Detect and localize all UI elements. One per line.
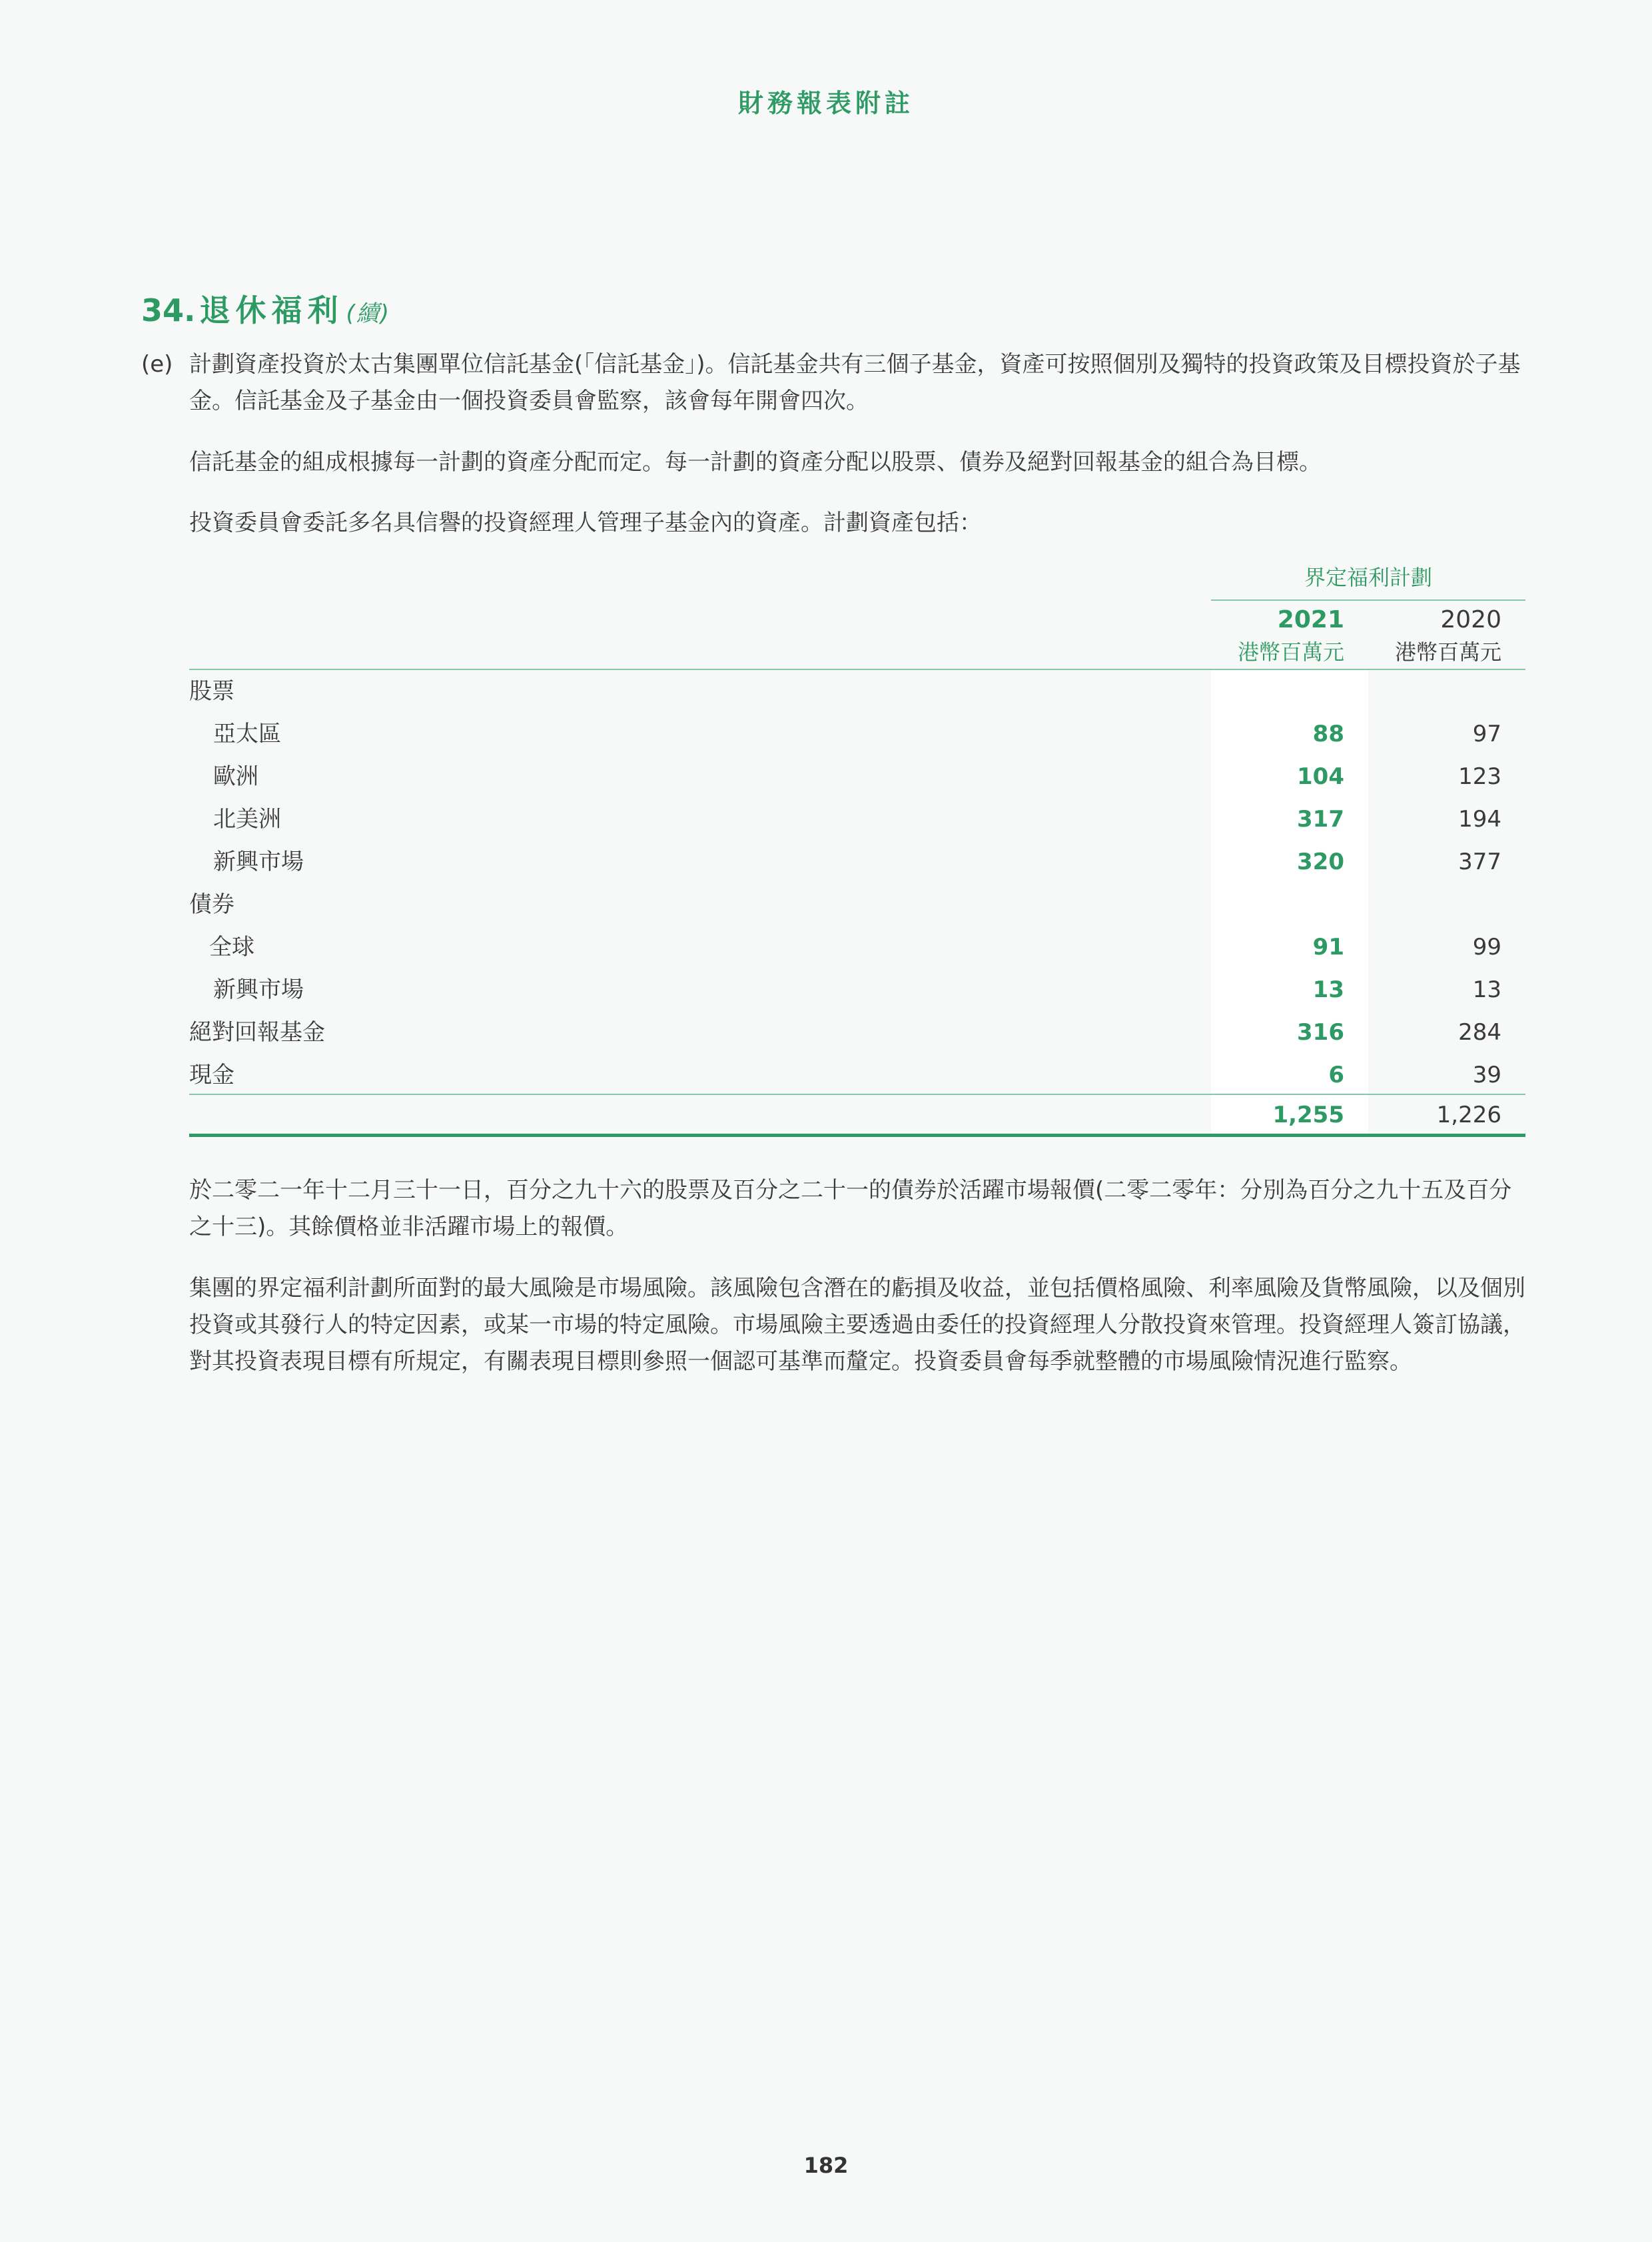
- section-title: 退休福利: [199, 292, 344, 328]
- paragraph-market-risk: 集團的界定福利計劃所面對的最大風險是市場風險。該風險包含潛在的虧損及收益，並包括價格風險、利率風險及貨幣風險，以及個別投資或其發行人的特定因素，或某一市場的特定風險。市場風險主要透過由委任的投資經理人分散投資來管理。投資經理人簽訂協議，對其投資表現目標有所規定，有關表現目標則參照一個認可基準而釐定。投資委員會每季就整體的市場風險情況進行監察。: [189, 1275, 1525, 1375]
- table-row: [189, 713, 1525, 755]
- row-value-2020: 13: [1472, 976, 1501, 1003]
- row-value-2021: 13: [1312, 976, 1344, 1003]
- paragraph-trust-fund: 計劃資產投資於太古集團單位信託基金(「信託基金」)。信託基金共有三個子基金，資產可按照個別及獨特的投資政策及目標投資於子基金。信託基金及子基金由一個投資委員會監察，該會每年開會四次。: [189, 351, 1521, 414]
- section-continued: (續): [346, 300, 391, 327]
- row-label: 亞太區: [213, 721, 281, 747]
- table-total-rule: [189, 1134, 1525, 1137]
- row-label: 債券: [189, 891, 234, 918]
- row-label: 歐洲: [213, 763, 258, 790]
- table-row: [189, 1011, 1525, 1054]
- row-value-2021: 91: [1312, 934, 1344, 960]
- table-row: [189, 1054, 1525, 1096]
- section-number: 34.: [141, 292, 196, 328]
- row-value-2020: 99: [1472, 934, 1501, 960]
- row-value-2020: 284: [1458, 1019, 1501, 1046]
- item-marker: (e): [141, 351, 173, 378]
- page-number: 182: [803, 2153, 849, 2178]
- row-label: 現金: [189, 1062, 234, 1088]
- section-heading: [141, 286, 390, 330]
- paragraph-plan-assets-intro: 投資委員會委託多名具信譽的投資經理人管理子基金內的資產。計劃資產包括：: [189, 510, 982, 536]
- column-header-2021-year: 2021: [1277, 606, 1344, 633]
- table-row: [189, 883, 1525, 926]
- table-row: [189, 968, 1525, 1011]
- row-value-2021: 104: [1297, 763, 1344, 790]
- row-value-2021: 317: [1297, 806, 1344, 833]
- table-row: [189, 670, 1525, 713]
- row-value-2020: 97: [1472, 721, 1501, 747]
- column-header-2021-unit: 港幣百萬元: [1237, 639, 1344, 665]
- row-label: 股票: [189, 678, 234, 705]
- table-row: [189, 841, 1525, 883]
- total-value-2021: 1,255: [1272, 1102, 1344, 1128]
- column-header-2020-year: 2020: [1440, 606, 1501, 633]
- row-value-2020: 123: [1458, 763, 1501, 790]
- page-header-title: 財務報表附註: [737, 89, 914, 118]
- row-label: 新興市場: [213, 849, 304, 875]
- row-value-2020: 377: [1458, 849, 1501, 875]
- total-value-2020: 1,226: [1436, 1102, 1501, 1128]
- row-label: 全球: [209, 934, 254, 960]
- row-value-2021: 316: [1297, 1019, 1344, 1046]
- table-total-row: [189, 1094, 1525, 1136]
- row-label: 新興市場: [213, 976, 304, 1003]
- row-value-2020: 39: [1472, 1062, 1501, 1088]
- row-label: 北美洲: [213, 806, 281, 833]
- column-header-2020-unit: 港幣百萬元: [1394, 639, 1501, 665]
- row-value-2021: 88: [1312, 721, 1344, 747]
- table-row: [189, 755, 1525, 798]
- row-value-2020: 194: [1458, 806, 1501, 833]
- table-row: [189, 798, 1525, 841]
- row-value-2021: 6: [1328, 1062, 1344, 1088]
- table-group-header: 界定福利計劃: [1304, 565, 1432, 590]
- paragraph-market-quotes: 於二零二一年十二月三十一日，百分之九十六的股票及百分之二十一的債券於活躍市場報價(二零二零年：分別為百分之九十五及百分之十三)。其餘價格並非活躍市場上的報價。: [189, 1177, 1512, 1240]
- row-value-2021: 320: [1297, 849, 1344, 875]
- row-label: 絕對回報基金: [189, 1019, 325, 1046]
- paragraph-allocation: 信託基金的組成根據每一計劃的資產分配而定。每一計劃的資產分配以股票、債券及絕對回報基金的組合為目標。: [189, 449, 1322, 476]
- group-header-rule: [1211, 599, 1525, 601]
- table-row: [189, 926, 1525, 968]
